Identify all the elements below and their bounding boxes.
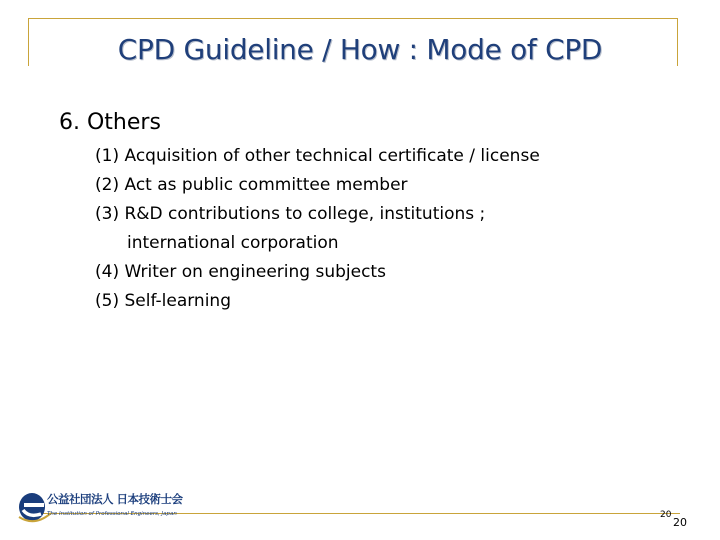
organization-logo: [17, 487, 187, 527]
list-item: (1) Acquisition of other technical certificate / license: [95, 146, 540, 166]
list-item-continuation: international corporation: [127, 233, 339, 253]
e-logo-icon: [17, 487, 51, 527]
section-heading: 6. Others: [59, 110, 161, 135]
list-item: (4) Writer on engineering subjects: [95, 262, 386, 282]
logo-name-english: The Institution of Professional Engineers, Japan: [47, 511, 177, 517]
list-item: (2) Act as public committee member: [95, 175, 408, 195]
page-number: 20: [673, 516, 687, 529]
logo-name-japanese: 公益社団法人 日本技術士会: [47, 492, 183, 506]
item-list: [95, 142, 705, 316]
list-item: (3) R&D contributions to college, institutions ;: [95, 204, 486, 224]
page-number-small: 20: [660, 510, 672, 520]
title-frame-top-line: [28, 18, 678, 19]
slide-title: CPD Guideline / How : Mode of CPD: [117, 33, 603, 66]
list-item: (5) Self-learning: [95, 291, 231, 311]
